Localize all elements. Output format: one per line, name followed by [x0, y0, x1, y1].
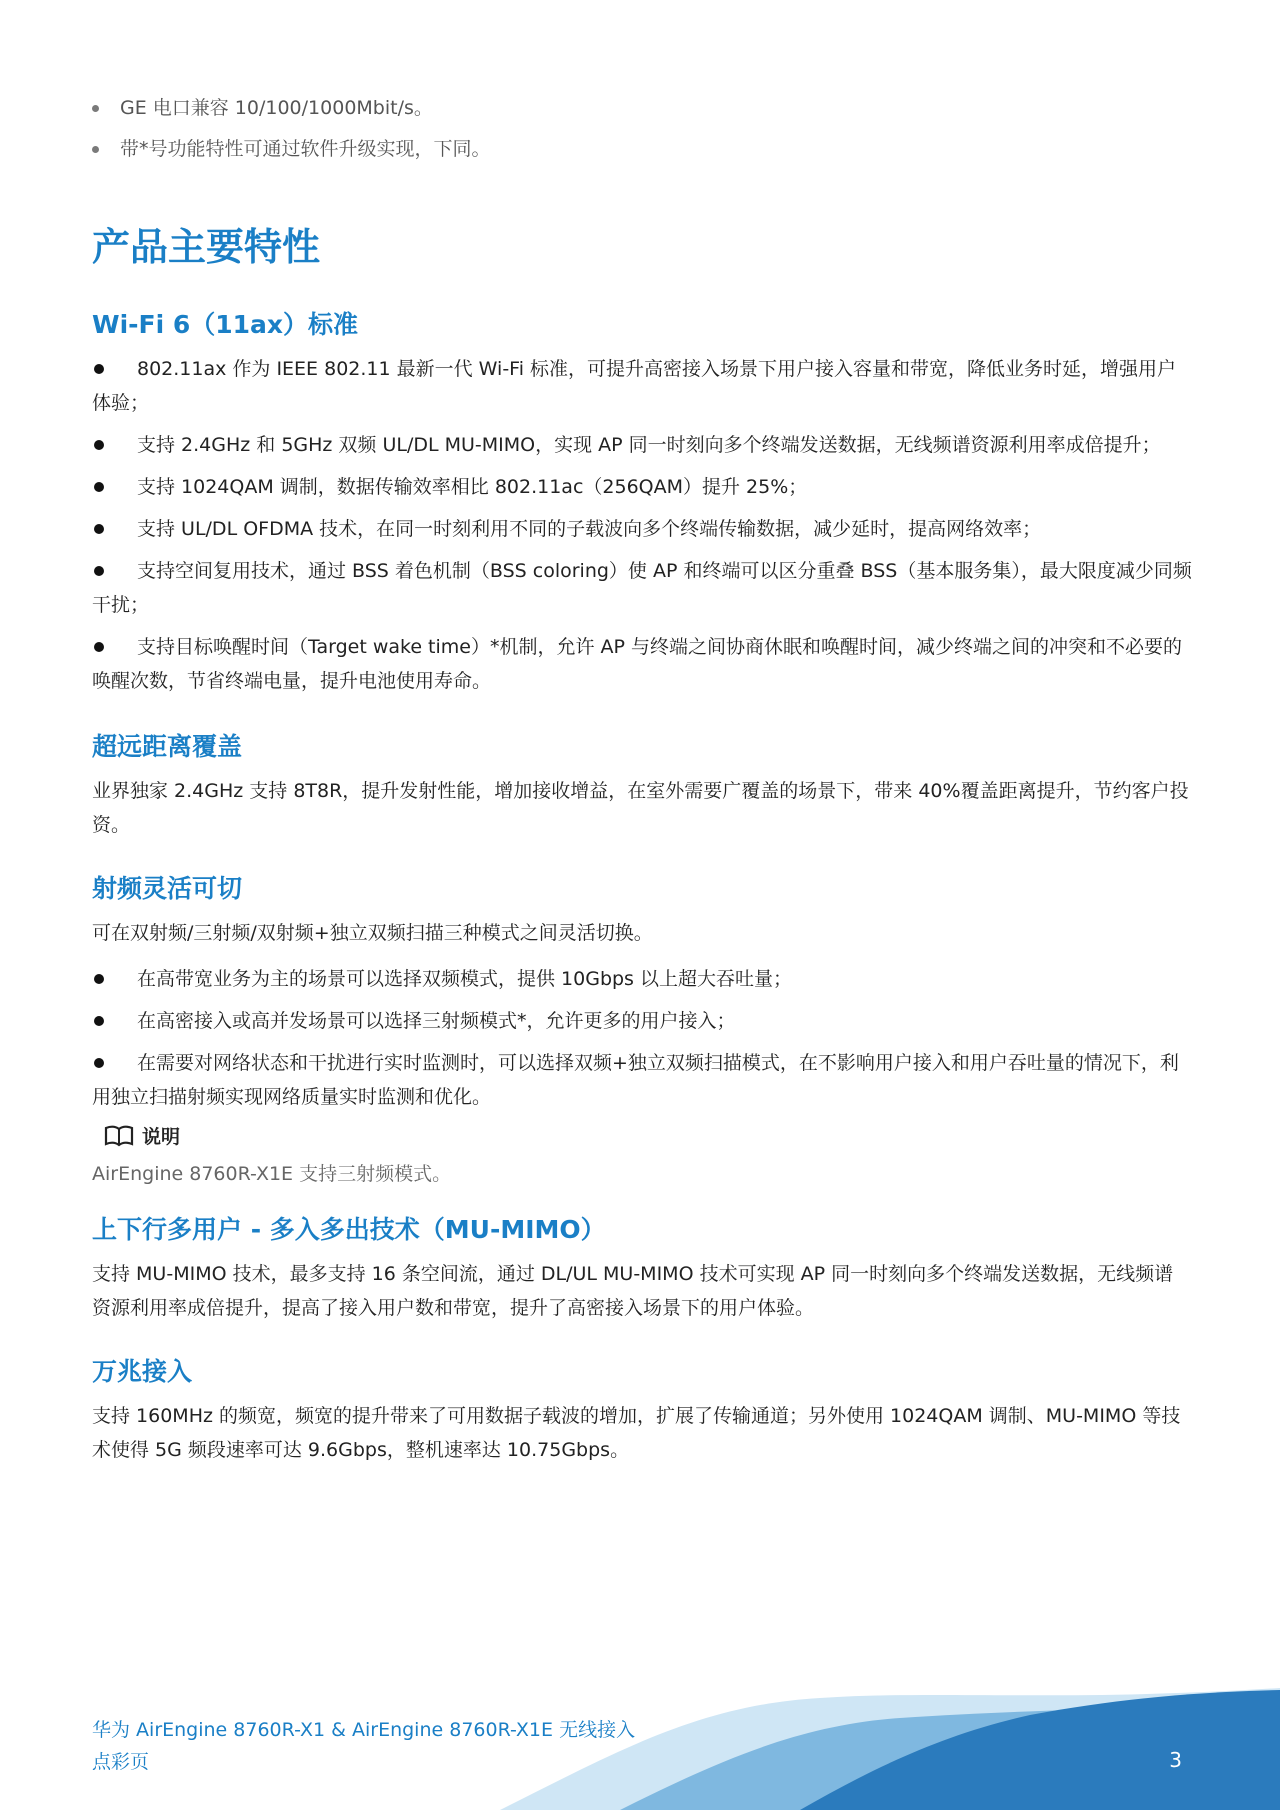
bullet-dot-icon: [94, 364, 104, 374]
section-title-coverage: 超远距离覆盖: [92, 732, 243, 761]
note-text: 带*号功能特性可通过软件升级实现，下同。: [120, 138, 491, 160]
bullet-text: 支持 UL/DL OFDMA 技术，在同一时刻利用不同的子载波向多个终端传输数据，减少延时，提高网络效率；: [137, 518, 1042, 540]
bullet-text: 支持目标唤醒时间（Target wake time）*机制，允许 AP 与终端之间协商休眠和唤醒时间，减少终端之间的冲突和不必要的唤醒次数，节省终端电量，提升电池使用寿命。: [92, 636, 1183, 692]
section-title-tengig: 万兆接入: [92, 1357, 193, 1386]
bullet-dot-icon: [94, 974, 104, 984]
bullet-dot-icon: [92, 146, 99, 153]
tengig-text: 支持 160MHz 的频宽，频宽的提升带来了可用数据子载波的增加，扩展了传输通道；另外使用 1024QAM 调制、MU-MIMO 等技术使得 5G 频段速率可达 9.6Gbps，整机速率达 10.75Gbps。: [92, 1405, 1181, 1461]
note-heading: [104, 1122, 1192, 1149]
radio-intro: 可在双射频/三射频/双射频+独立双频扫描三种模式之间灵活切换。: [92, 922, 653, 944]
list-item: [92, 962, 1192, 996]
book-icon: [104, 1125, 134, 1147]
radio-bullets: [92, 962, 1192, 1114]
list-item: [92, 630, 1192, 698]
spacer: [92, 706, 1192, 730]
bullet-text: 在需要对网络状态和干扰进行实时监测时，可以选择双频+独立双频扫描模式，在不影响用户接入和用户吞吐量的情况下，利用独立扫描射频实现网络质量实时监测和优化。: [92, 1052, 1179, 1108]
list-item: [92, 554, 1192, 622]
footer: [0, 1680, 1280, 1810]
bullet-text: 支持 2.4GHz 和 5GHz 双频 UL/DL MU-MIMO，实现 AP 同一时刻向多个终端发送数据，无线频谱资源利用率成倍提升；: [137, 434, 1161, 456]
list-item: [92, 1004, 1192, 1038]
bullet-dot-icon: [94, 642, 104, 652]
list-item: [92, 1046, 1192, 1114]
mumimo-text: 支持 MU-MIMO 技术，最多支持 16 条空间流，通过 DL/UL MU-MIMO 技术可实现 AP 同一时刻向多个终端发送数据，无线频谱资源利用率成倍提升，提高了接入用户数和带宽，提升了高密接入场景下的用户体验。: [92, 1263, 1174, 1319]
bullet-dot-icon: [94, 1016, 104, 1026]
bullet-dot-icon: [92, 105, 99, 112]
section-title-wifi6: Wi-Fi 6（11ax）标准: [92, 310, 359, 339]
bullet-dot-icon: [94, 566, 104, 576]
bullet-text: 支持空间复用技术，通过 BSS 着色机制（BSS coloring）使 AP 和终端可以区分重叠 BSS（基本服务集），最大限度减少同频干扰；: [92, 560, 1192, 616]
list-item: [92, 512, 1192, 546]
section-title-radio: 射频灵活可切: [92, 874, 243, 903]
list-item: [92, 137, 1192, 161]
bullet-text: 802.11ax 作为 IEEE 802.11 最新一代 Wi-Fi 标准，可提升高密接入场景下用户接入容量和带宽，降低业务时延，增强用户体验；: [92, 358, 1177, 414]
list-item: [92, 470, 1192, 504]
note-text: AirEngine 8760R-X1E 支持三射频模式。: [92, 1163, 452, 1185]
wifi6-bullets: [92, 352, 1192, 698]
bullet-dot-icon: [94, 524, 104, 534]
top-notes: [92, 96, 1192, 178]
note-label: 说明: [142, 1126, 181, 1148]
list-item: [92, 96, 1192, 120]
section-title-mumimo: 上下行多用户 - 多入多出技术（MU-MIMO）: [92, 1215, 606, 1244]
coverage-text: 业界独家 2.4GHz 支持 8T8R，提升发射性能，增加接收增益，在室外需要广覆盖的场景下，带来 40%覆盖距离提升，节约客户投资。: [92, 780, 1189, 836]
page-number: 3: [1169, 1748, 1182, 1772]
bullet-dot-icon: [94, 482, 104, 492]
spacer: [92, 1203, 1192, 1213]
bullet-dot-icon: [94, 440, 104, 450]
main-content: [92, 222, 1192, 1497]
footer-title: 华为 AirEngine 8760R-X1 & AirEngine 8760R-X1E 无线接入点彩页: [92, 1719, 636, 1773]
list-item: [92, 352, 1192, 420]
note-text: GE 电口兼容 10/100/1000Mbit/s。: [120, 97, 433, 119]
note-box: [92, 1122, 1192, 1191]
bullet-text: 在高密接入或高并发场景可以选择三射频模式*，允许更多的用户接入；: [137, 1010, 736, 1032]
bullet-dot-icon: [94, 1058, 104, 1068]
bullet-text: 在高带宽业务为主的场景可以选择双频模式，提供 10Gbps 以上超大吞吐量；: [137, 968, 793, 990]
bullet-text: 支持 1024QAM 调制，数据传输效率相比 802.11ac（256QAM）提升 25%；: [137, 476, 808, 498]
list-item: [92, 428, 1192, 462]
page-title: 产品主要特性: [92, 225, 321, 269]
